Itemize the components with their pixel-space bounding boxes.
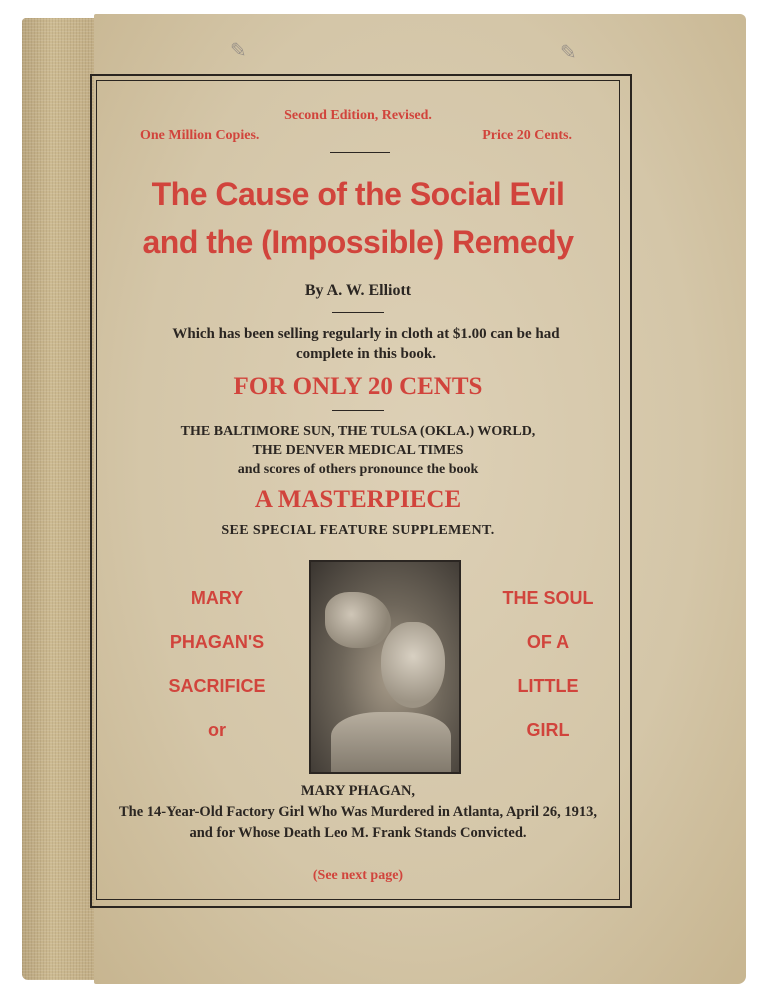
face-shape (381, 622, 445, 708)
supplement-note: SEE SPECIAL FEATURE SUPPLEMENT. (221, 523, 495, 538)
left-heading-line: SACRIFICE (168, 676, 266, 696)
selling-note: Which has been selling regularly in cloth at $1.00 can be had complete in this book. (172, 326, 560, 362)
pencil-markings-top-left: ✎ (230, 38, 247, 62)
right-heading-line: LITTLE (517, 676, 579, 696)
edition-label: Second Edition, Revised. (284, 108, 432, 123)
cloth-spine (22, 18, 98, 980)
see-next-page: (See next page) (312, 868, 404, 883)
caption-text: The 14-Year-Old Factory Girl Who Was Murdered in Atlanta, April 26, 1913, and for Whose Death Leo M. Frank Stands Convicted. (119, 804, 597, 841)
press-quotes (112, 422, 604, 479)
right-heading-line: GIRL (526, 720, 570, 740)
press-line: and scores of others pronounce the book (237, 462, 479, 477)
press-line: THE DENVER MEDICAL TIMES (252, 443, 464, 458)
left-heading-line: MARY (190, 588, 244, 608)
price-label: Price 20 Cents. (482, 128, 572, 143)
hair-bow-shape (325, 592, 391, 648)
photo-caption (118, 781, 598, 844)
left-heading-line: PHAGAN'S (169, 632, 265, 652)
pencil-markings-top-right: ✎ (560, 40, 577, 64)
right-heading-line: THE SOUL (502, 588, 594, 608)
collar-shape (331, 712, 451, 772)
masterpiece-heading: A MASTERPIECE (254, 486, 462, 513)
left-heading-line: or (208, 720, 226, 740)
right-heading-line: OF A (526, 632, 570, 652)
title-line-1: The Cause of the Social Evil (151, 176, 565, 212)
portrait-photo (309, 560, 461, 774)
caption-name: MARY PHAGAN, (300, 783, 416, 799)
divider (330, 152, 390, 153)
price-offer: FOR ONLY 20 CENTS (233, 373, 483, 400)
divider (332, 312, 384, 313)
left-heading (142, 576, 292, 752)
cover-content (102, 86, 614, 894)
author-line: By A. W. Elliott (304, 282, 412, 299)
right-heading (478, 576, 618, 752)
copies-price-row (140, 128, 572, 144)
title-line-2: and the (Impossible) Remedy (142, 224, 574, 260)
copies-label: One Million Copies. (140, 128, 260, 143)
press-line: THE BALTIMORE SUN, THE TULSA (OKLA.) WORLD, (180, 424, 536, 439)
divider (332, 410, 384, 411)
